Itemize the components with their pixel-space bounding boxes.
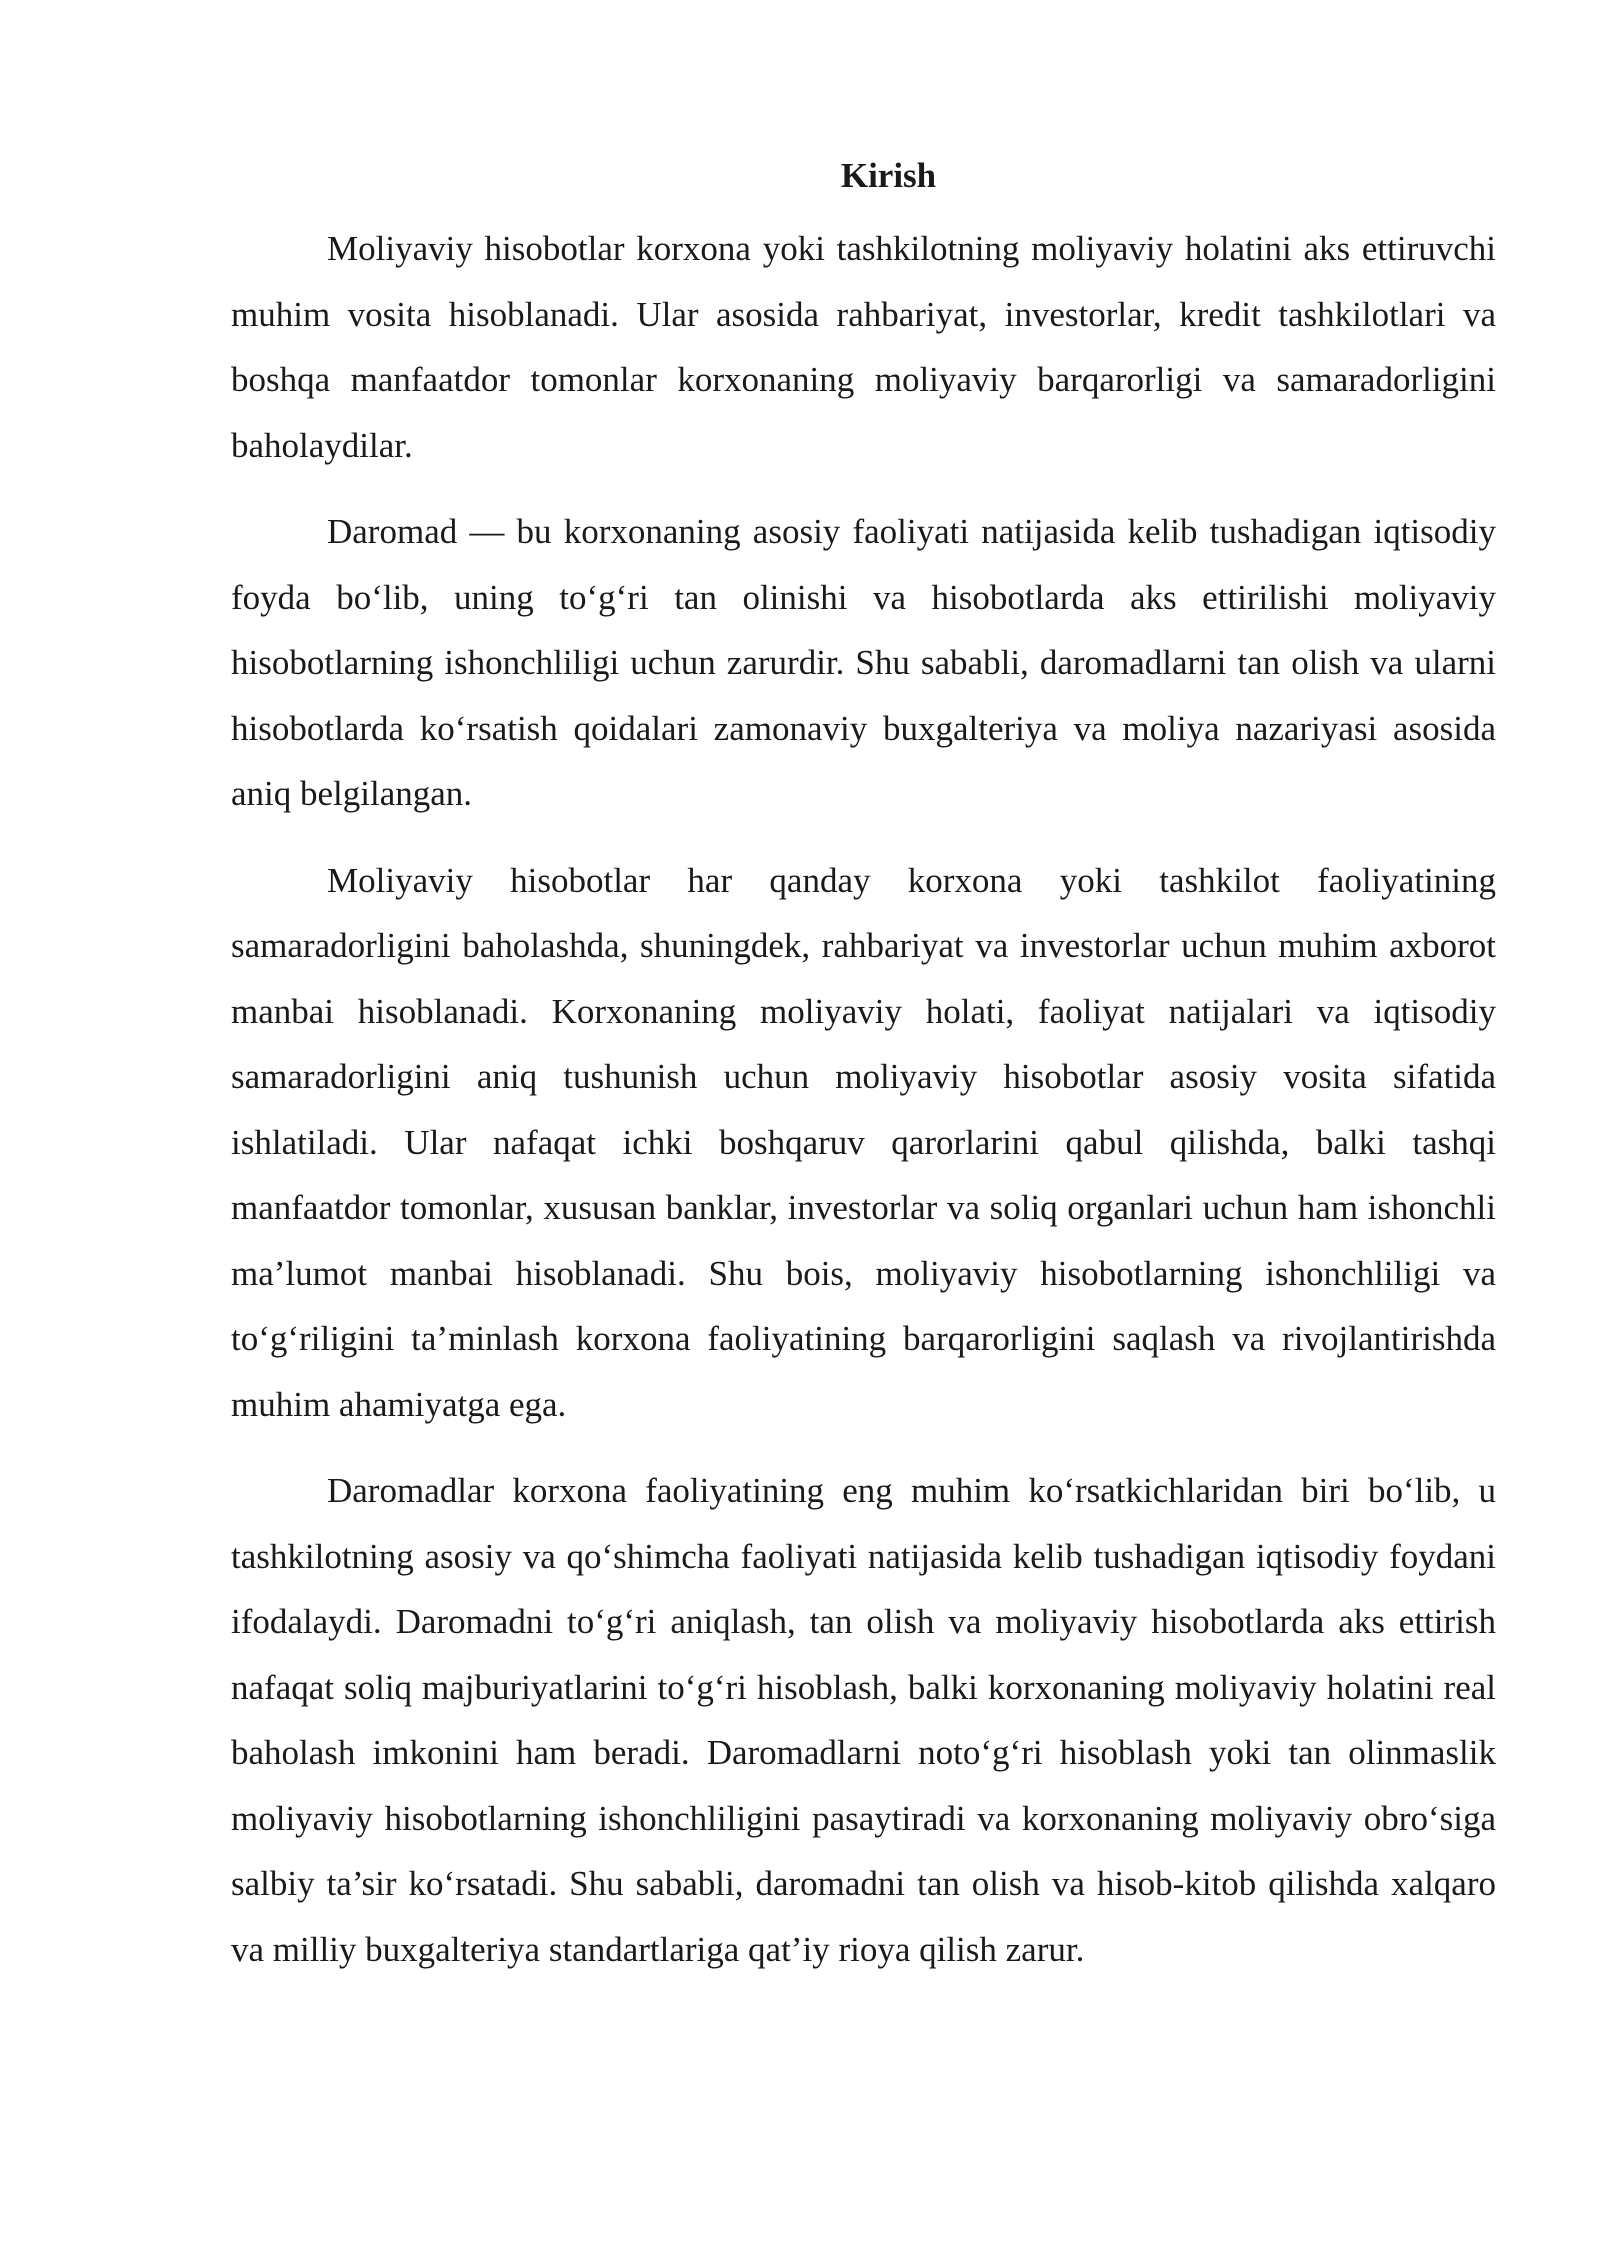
document-page xyxy=(231,150,1496,2003)
page-title: Kirish xyxy=(840,156,937,195)
paragraph-3: Moliyaviy hisobotlar har qanday korxona yoki tashkilot faoliyatining samaradorligini baholashda, shuningdek, rahbariyat va investorlar uchun muhim axborot manbai hisoblanadi. Korxonaning moliyaviy holati, faoliyat natijalari va iqtisodiy samaradorligini aniq tushunish uchun moliyaviy hisobotlar asosiy vosita sifatida ishlatiladi. Ular nafaqat ichki boshqaruv qarorlarini qabul qilishda, balki tashqi manfaatdor tomonlar, xususan banklar, investorlar va soliq organlari uchun ham ishonchli ma’lumot manbai hisoblanadi. Shu bois, moliyaviy hisobotlarning ishonchliligi va to‘g‘riligini ta’minlash korxona faoliyatining barqarorligini saqlash va rivojlantirishda muhim ahamiyatga ega. xyxy=(231,860,1496,1424)
paragraph-4: Daromadlar korxona faoliyatining eng muhim ko‘rsatkichlaridan biri bo‘lib, u tashkilotning asosiy va qo‘shimcha faoliyati natijasida kelib tushadigan iqtisodiy foydani ifodalaydi. Daromadni to‘g‘ri aniqlash, tan olish va moliyaviy hisobotlarda aks ettirish nafaqat soliq majburiyatlarini to‘g‘ri hisoblash, balki korxonaning moliyaviy holatini real baholash imkonini ham beradi. Daromadlarni noto‘g‘ri hisoblash yoki tan olinmaslik moliyaviy hisobotlarning ishonchliligini pasaytiradi va korxonaning moliyaviy obro‘siga salbiy ta’sir ko‘rsatadi. Shu sababli, daromadni tan olish va hisob-kitob qilishda xalqaro va milliy buxgalteriya standartlariga qat’iy rioya qilish zarur. xyxy=(231,1471,1496,1969)
paragraph-2: Daromad — bu korxonaning asosiy faoliyati natijasida kelib tushadigan iqtisodiy foyda bo‘lib, uning to‘g‘ri tan olinishi va hisobotlarda aks ettirilishi moliyaviy hisobotlarning ishonchliligi uchun zarurdir. Shu sababli, daromadlarni tan olish va ularni hisobotlarda ko‘rsatish qoidalari zamonaviy buxgalteriya va moliya nazariyasi asosida aniq belgilangan. xyxy=(231,512,1496,813)
paragraph-1: Moliyaviy hisobotlar korxona yoki tashkilotning moliyaviy holatini aks ettiruvchi muhim vosita hisoblanadi. Ular asosida rahbariyat, investorlar, kredit tashkilotlari va boshqa manfaatdor tomonlar korxonaning moliyaviy barqarorligi va samaradorligini baholaydilar. xyxy=(231,229,1496,465)
